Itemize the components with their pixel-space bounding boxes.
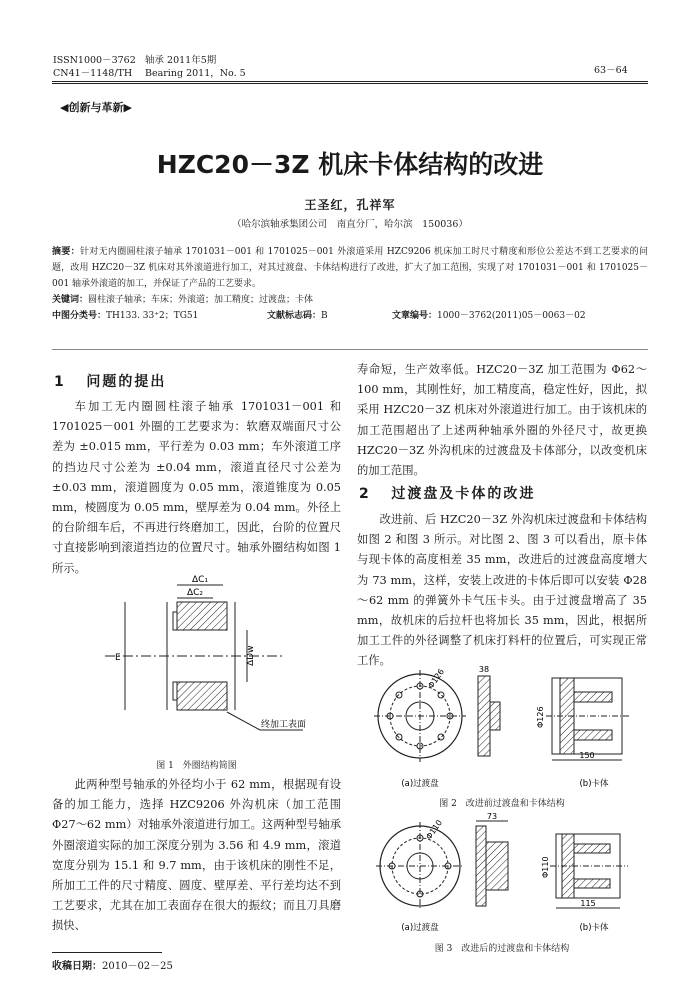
doc-code-label: 文献标志码： [267, 311, 322, 321]
clc-label: 中图分类号： [52, 311, 107, 321]
abstract-text: 针对无内圈圆柱滚子轴承 1701031－001 和 1701025－001 外滚道采用 HZC9206 机床加工时尺寸精度和形位公差达不到工艺要求的问题，改用 HZC20－3Z 机床对其外滚道进行加工，对其过渡盘、卡体结构进行了改进，扩大了加工范围，实现了对 1701031－001 和 1701025－001 轴承外滚道的加工，并保证了产品的工艺要求。 [52, 247, 648, 289]
affiliation: （哈尔滨轴承集团公司 南直分厂，哈尔滨 150036） [232, 219, 468, 230]
section-1-para-2-box [52, 775, 341, 937]
section-1-para-1-box [52, 397, 341, 579]
fig1-dw: ΔDw [246, 645, 256, 666]
fig3-dim-110: Φ110 [541, 856, 550, 878]
authors: 王圣红，孔祥军 [304, 198, 396, 212]
doc-code-value: B [321, 311, 328, 321]
header-journal-en: Bearing 2011，No. 5 [145, 68, 246, 79]
section-2-heading [359, 483, 535, 503]
fig2-hole [438, 692, 444, 698]
abstract [52, 244, 648, 292]
fig2-sub-b: (b)卡体 [579, 779, 609, 789]
section-1-title: 问题的提出 [86, 374, 167, 390]
fig1-leader [227, 712, 260, 730]
section-1-para-1: 车加工无内圈圆柱滚子轴承 1701031－001 和 1701025－001 外圈的工艺要求为：软磨双端面尺寸公差为 ±0.015 mm，平行差为 0.03 mm；车外滚道工序的挡边尺寸公差为 ±0.04 mm，滚道直径尺寸公差为 ±0.03 mm，滚道圆度为 0.05 mm，滚道锥度为 0.05 mm，棱圆度为 0.05 mm，壁厚差为 0.04 mm。外径上的台阶细车后，不再进行终磨加工，因此，台阶的位置尺寸直接影响到滚道挡边的位置尺寸。轴承外圈结构如图 1 所示。 [52, 400, 341, 575]
section-2-title: 过渡盘及卡体的改进 [391, 486, 536, 502]
fig3-dim-115: 115 [580, 899, 596, 908]
fig1-dc1: ΔC₁ [191, 575, 209, 585]
section-2-number: 2 [359, 486, 371, 502]
fig3-diag-label: Φ110 [424, 818, 445, 842]
fig3-body-bottom-jaw [574, 879, 610, 888]
fig1-top-section [177, 602, 227, 630]
figure-1-caption: 图 1 外圈结构简图 [156, 761, 237, 771]
classification-line [52, 308, 648, 324]
received-value: 2010－02－25 [102, 961, 173, 972]
fig2-plate-hub [490, 702, 500, 730]
keywords [52, 292, 648, 308]
abstract-block [52, 244, 648, 324]
fig1-bottom-step [173, 682, 177, 700]
figure-3-caption: 图 3 改进后的过渡盘和卡体结构 [434, 944, 570, 954]
header-cn: CN41－1148/TH [53, 68, 133, 79]
section-1-heading [54, 371, 166, 391]
header-journal-cn: 轴承 2011年5期 [145, 55, 217, 66]
received-date [52, 957, 173, 972]
article-no-value: 1000－3762(2011)05－0063－02 [437, 311, 586, 321]
fig2-hole [438, 734, 444, 740]
column-tag: ◀创新与革新▶ [60, 101, 132, 114]
fig2-dim-126: Φ126 [536, 706, 545, 728]
footnote-rule [52, 952, 162, 953]
header-rule [52, 81, 648, 82]
fig2-diag-label: Φ126 [426, 667, 447, 691]
section-2-para-1: 改进前、后 HZC20－3Z 外沟机床过渡盘和卡体结构如图 2 和图 3 所示。对比图 2、图 3 可以看出，原卡体与现卡体的高度相差 35 mm，改进后的过渡盘高度增大为 73 mm，这样，安装上改进的卡体后即可以安装 Φ28～62 mm 的弹簧外卡气压卡头。由于过渡盘增高了 35 mm，故机床的后拉杆也将加长 35 mm，因此，根据所加工工件的外径调整了机床打料杆的位置后，可实现正常工作。 [357, 513, 647, 668]
keywords-label: 关键词： [52, 295, 89, 305]
received-label: 收稿日期： [52, 961, 102, 972]
clc-value: TH133. 33⁺2；TG51 [106, 311, 199, 321]
figure-2-caption: 图 2 改进前过渡盘和卡体结构 [439, 799, 565, 809]
fig1-dc2: ΔC₂ [186, 588, 204, 598]
section-1-number: 1 [54, 374, 66, 390]
fig3-sub-a: (a)过渡盘 [401, 923, 439, 933]
col2-para-1-box [357, 360, 647, 481]
fig2-body-top-jaw [574, 692, 612, 702]
article-no-label: 文章编号： [392, 311, 438, 321]
figure-1 [85, 572, 315, 750]
page-title: HZC20－3Z 机床卡体结构的改进 [156, 150, 544, 179]
header-pages: 63－64 [594, 65, 628, 76]
fig1-surface: 终加工表面 [261, 720, 307, 730]
fig2-body-bottom-jaw [574, 730, 612, 740]
header-rule-2 [52, 83, 648, 84]
fig2-dim-150: 150 [579, 751, 595, 760]
fig3-plate-hub [486, 842, 508, 890]
fig2-dim-38: 38 [478, 665, 490, 674]
fig2-plate-section [478, 676, 490, 756]
fig2-sub-a: (a)过渡盘 [401, 779, 439, 789]
figure-2 [370, 664, 640, 794]
fig1-e: E [115, 653, 121, 663]
fig3-dim-73: 73 [486, 812, 498, 821]
abstract-rule [52, 349, 648, 350]
col2-para-1: 寿命短，生产效率低。HZC20－3Z 加工范围为 Φ62～100 mm，其刚性好，加工精度高，稳定性好，因此，拟采用 HZC20－3Z 机床对外滚道进行加工。由于该机床的加工范围超出了上述两种轴承外圈的外径尺寸，故更换 HZC20－3Z 外沟机床的过渡盘及卡体部分，以改变机床的加工范围。 [357, 363, 647, 478]
figure-3 [370, 812, 640, 940]
fig1-bottom-section [177, 682, 227, 710]
fig3-body-top-jaw [574, 844, 610, 853]
abstract-label: 摘要： [52, 247, 80, 257]
fig3-sub-b: (b)卡体 [579, 923, 609, 933]
section-2-para-1-box [357, 510, 647, 672]
keywords-text: 圆柱滚子轴承；车床；外滚道；加工精度；过渡盘；卡体 [88, 295, 314, 305]
fig3-plate-section [476, 826, 486, 906]
header-issn: ISSN1000－3762 [53, 55, 136, 66]
fig1-top-step [173, 612, 177, 630]
section-1-para-2: 此两种型号轴承的外径均小于 62 mm，根据现有设备的加工能力，选择 HZC9206 外沟机床（加工范围 Φ27～62 mm）对轴承外滚道进行加工。这两种型号轴承外圈滚道实际的加工深度分别为 3.56 和 4.9 mm，滚道宽度分别为 15.1 和 9.7 mm，由于该机床的刚性不足，所加工工件的尺寸精度、圆度、壁厚差、平行差均达不到工艺要求，尤其在加工表面存在很大的振纹；而且刀具磨损快、 [52, 778, 341, 933]
